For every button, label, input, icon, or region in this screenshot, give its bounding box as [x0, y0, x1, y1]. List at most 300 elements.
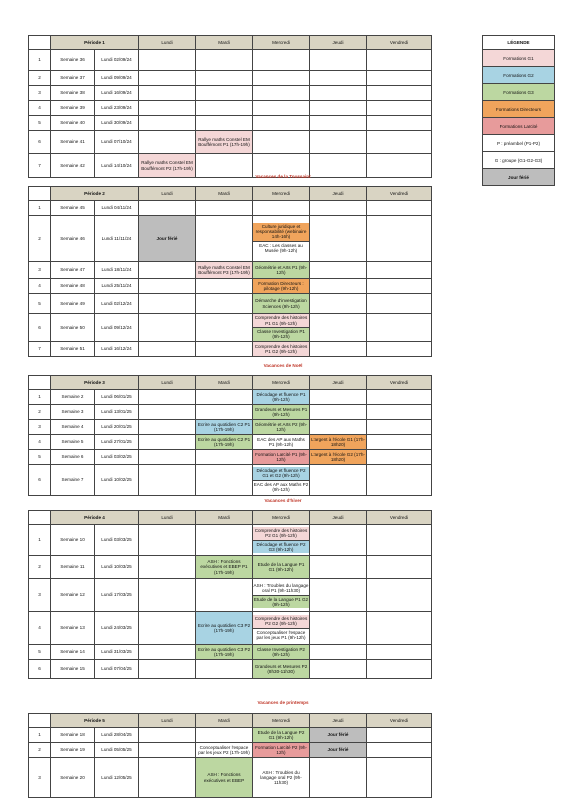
day-cell-mardi	[196, 101, 253, 116]
day-cell-vendredi	[367, 262, 432, 279]
day-cell-lundi	[139, 612, 196, 645]
day-header-mardi: Mardi	[196, 714, 253, 728]
week-date: Lundi 07/04/25	[95, 660, 139, 679]
week-num: 5	[29, 294, 51, 314]
day-cell-jeudi	[310, 728, 367, 743]
day-cell-vendredi	[367, 758, 432, 798]
day-cell-vendredi	[367, 131, 432, 154]
legend-item: Formations G2	[483, 67, 555, 84]
day-cell-lundi	[139, 314, 196, 342]
day-cell-mardi	[196, 743, 253, 758]
training-event: ASH : Fonctions exécutives et EBEP P1 (17h-19h)	[200, 559, 248, 575]
training-event: Jour férié	[327, 747, 349, 753]
week-row	[29, 465, 432, 496]
day-cell-mardi	[196, 50, 253, 71]
training-event: Comprendre des histoires P2 G2 (9h-12h)	[254, 615, 308, 627]
week-row	[29, 728, 432, 743]
day-cell-mardi	[196, 612, 253, 645]
training-event: Ecrire au quotidien C2 P1 (17h-19h)	[197, 421, 251, 432]
week-num: 4	[29, 101, 51, 116]
day-cell-mardi	[196, 390, 253, 405]
day-header-vendredi: Vendredi	[367, 36, 432, 50]
day-cell-vendredi	[367, 525, 432, 556]
day-cell-lundi	[139, 465, 196, 496]
day-cell-vendredi	[367, 216, 432, 262]
day-cell-mardi	[196, 201, 253, 216]
day-cell-lundi	[139, 743, 196, 758]
header-blank	[29, 36, 51, 50]
period-table	[28, 713, 432, 798]
day-cell-vendredi	[367, 728, 432, 743]
week-week: Semaine 42	[51, 154, 95, 178]
week-week: Semaine 40	[51, 116, 95, 131]
period-title: Période 5	[51, 714, 139, 728]
day-cell-mercredi	[253, 116, 310, 131]
week-num: 2	[29, 743, 51, 758]
day-cell-mardi	[196, 435, 253, 450]
day-cell-lundi	[139, 758, 196, 798]
week-week: Semaine 39	[51, 101, 95, 116]
week-date: Lundi 16/09/24	[95, 86, 139, 101]
training-event: Classe Investigation P1 (9h-12h)	[253, 327, 309, 341]
day-cell-mercredi	[253, 86, 310, 101]
week-date: Lundi 17/03/25	[95, 579, 139, 612]
legend-item: P : préambel (P1-P2)	[483, 135, 555, 152]
week-week: Semaine 11	[51, 556, 95, 579]
day-cell-mercredi	[253, 131, 310, 154]
day-cell-mardi	[196, 758, 253, 798]
period-table	[28, 35, 432, 178]
day-cell-mardi	[196, 342, 253, 357]
day-cell-mardi	[196, 556, 253, 579]
day-header-jeudi: Jeudi	[310, 187, 367, 201]
day-cell-mardi	[196, 262, 253, 279]
day-cell-jeudi	[310, 405, 367, 420]
week-week: Semaine 12	[51, 579, 95, 612]
week-row	[29, 131, 432, 154]
day-cell-vendredi	[367, 465, 432, 496]
week-week: Semaine 18	[51, 728, 95, 743]
day-cell-jeudi	[310, 216, 367, 262]
week-row	[29, 86, 432, 101]
day-cell-lundi	[139, 728, 196, 743]
week-date: Lundi 14/10/24	[95, 154, 139, 178]
week-week: Semaine 47	[51, 262, 95, 279]
day-cell-vendredi	[367, 405, 432, 420]
training-event: ASH : Troubles du langage oral P1 (9h-11h30)	[253, 582, 309, 594]
day-cell-mercredi	[253, 390, 310, 405]
day-cell-mercredi	[253, 314, 310, 342]
day-cell-jeudi	[310, 390, 367, 405]
week-row	[29, 579, 432, 612]
day-cell-mercredi	[253, 405, 310, 420]
day-cell-mercredi	[253, 201, 310, 216]
week-row	[29, 405, 432, 420]
day-header-vendredi: Vendredi	[367, 187, 432, 201]
week-num: 3	[29, 758, 51, 798]
week-date: Lundi 06/01/25	[95, 390, 139, 405]
training-event: Ecrire au quotidien C3 P2 (17h-19h)	[197, 646, 251, 657]
week-week: Semaine 49	[51, 294, 95, 314]
week-row	[29, 71, 432, 86]
legend-title: LÉGENDE	[483, 36, 555, 50]
day-cell-lundi	[139, 525, 196, 556]
day-cell-vendredi	[367, 390, 432, 405]
day-cell-mercredi	[253, 728, 310, 743]
day-cell-jeudi	[310, 435, 367, 450]
week-num: 5	[29, 450, 51, 465]
training-event: Ecrire au quotidien C3 P2 (17h-19h)	[197, 622, 251, 633]
day-cell-jeudi	[310, 420, 367, 435]
day-cell-vendredi	[367, 314, 432, 342]
training-event: Comprendre des histoires P1 G1 (9h-12h)	[254, 315, 308, 326]
week-date: Lundi 02/12/24	[95, 294, 139, 314]
week-date: Lundi 12/05/25	[95, 758, 139, 798]
day-header-mercredi: Mercredi	[253, 376, 310, 390]
day-cell-vendredi	[367, 86, 432, 101]
week-week: Semaine 19	[51, 743, 95, 758]
week-week: Semaine 45	[51, 201, 95, 216]
week-week: Semaine 46	[51, 216, 95, 262]
week-num: 1	[29, 525, 51, 556]
training-event: Géométrie et Arts P1 (9h-12h)	[254, 264, 308, 275]
day-cell-mercredi	[253, 743, 310, 758]
day-cell-jeudi	[310, 131, 367, 154]
day-cell-mercredi	[253, 101, 310, 116]
period-title: Période 2	[51, 187, 139, 201]
day-header-mercredi: Mercredi	[253, 511, 310, 525]
training-event: Jour férié	[327, 732, 349, 738]
week-row	[29, 645, 432, 660]
day-cell-lundi	[139, 450, 196, 465]
week-num: 7	[29, 342, 51, 357]
training-event: Décodage et fluence P1 (9h-12h)	[256, 391, 306, 402]
day-cell-lundi	[139, 405, 196, 420]
training-event: Grandeurs et Mesures P2 (8h30-11h30)	[254, 663, 308, 674]
training-event: Rallye maths Constel EM Bouffémont P2 (17h-19h)	[141, 160, 193, 171]
legend-item: Jour férié	[483, 169, 555, 186]
period-title: Période 4	[51, 511, 139, 525]
week-date: Lundi 13/01/25	[95, 405, 139, 420]
day-cell-jeudi	[310, 556, 367, 579]
week-date: Lundi 31/03/25	[95, 645, 139, 660]
day-header-lundi: Lundi	[139, 511, 196, 525]
day-cell-mardi	[196, 279, 253, 294]
vacation-label: Vacances de la Toussaint	[255, 174, 311, 179]
day-cell-mardi	[196, 86, 253, 101]
training-event: Décodage et fluence P2 G3 (9h-12h)	[253, 540, 309, 554]
week-row	[29, 450, 432, 465]
training-event: EAC des AP aux Maths P1 (9h-12h)	[257, 436, 305, 447]
day-cell-mercredi	[253, 435, 310, 450]
day-cell-jeudi	[310, 579, 367, 612]
day-cell-vendredi	[367, 743, 432, 758]
day-cell-vendredi	[367, 612, 432, 645]
week-num: 6	[29, 131, 51, 154]
week-date: Lundi 05/05/25	[95, 743, 139, 758]
day-header-mardi: Mardi	[196, 376, 253, 390]
week-date: Lundi 20/01/25	[95, 420, 139, 435]
day-header-vendredi: Vendredi	[367, 376, 432, 390]
day-cell-jeudi	[310, 743, 367, 758]
legend-item: Formations G3	[483, 84, 555, 101]
day-cell-lundi	[139, 262, 196, 279]
training-event: Formation Laïcité P2 (9h-12h)	[255, 744, 307, 755]
period-table	[28, 510, 432, 679]
training-event: EAC des AP aux Maths P2 (9h-12h)	[253, 481, 309, 492]
training-event: Classe Investigation P2 (9h-12h)	[256, 646, 305, 657]
day-cell-mercredi	[253, 612, 310, 645]
week-row	[29, 420, 432, 435]
day-header-mardi: Mardi	[196, 36, 253, 50]
training-event: L'argent à l'école G1 (17h-18h20)	[311, 436, 365, 447]
day-cell-jeudi	[310, 314, 367, 342]
day-cell-lundi	[139, 556, 196, 579]
week-week: Semaine 51	[51, 342, 95, 357]
training-event: ASH : Troubles du langage oral P2 (9h-11h30)	[260, 769, 302, 786]
vacation-label: Vacances de printemps	[257, 700, 309, 705]
day-cell-lundi	[139, 342, 196, 357]
day-cell-jeudi	[310, 50, 367, 71]
week-row	[29, 342, 432, 357]
day-cell-lundi	[139, 279, 196, 294]
day-cell-lundi	[139, 390, 196, 405]
day-cell-mardi	[196, 116, 253, 131]
legend-item: Formations Laïcité	[483, 118, 555, 135]
day-cell-mercredi	[253, 50, 310, 71]
day-header-jeudi: Jeudi	[310, 511, 367, 525]
day-cell-mardi	[196, 216, 253, 262]
week-date: Lundi 09/09/24	[95, 71, 139, 86]
day-cell-vendredi	[367, 435, 432, 450]
day-header-mercredi: Mercredi	[253, 714, 310, 728]
day-cell-lundi	[139, 71, 196, 86]
day-cell-jeudi	[310, 71, 367, 86]
day-cell-vendredi	[367, 660, 432, 679]
day-cell-jeudi	[310, 262, 367, 279]
legend-table	[482, 35, 555, 186]
day-cell-vendredi	[367, 101, 432, 116]
day-cell-vendredi	[367, 420, 432, 435]
week-week: Semaine 48	[51, 279, 95, 294]
week-num: 1	[29, 728, 51, 743]
day-cell-jeudi	[310, 465, 367, 496]
week-num: 1	[29, 50, 51, 71]
training-event: Ecrire au quotidien C2 P1 (17h-19h)	[197, 436, 251, 447]
training-event: Rallye maths Constel EM Bouffémont P3 (17h-19h)	[198, 264, 250, 275]
week-row	[29, 743, 432, 758]
week-date: Lundi 27/01/25	[95, 435, 139, 450]
week-week: Semaine 13	[51, 612, 95, 645]
week-num: 3	[29, 420, 51, 435]
day-cell-jeudi	[310, 101, 367, 116]
legend-item: G : groupe (G1-G2-G3)	[483, 152, 555, 169]
day-header-mardi: Mardi	[196, 187, 253, 201]
week-num: 4	[29, 612, 51, 645]
header-blank	[29, 511, 51, 525]
day-cell-jeudi	[310, 450, 367, 465]
day-cell-jeudi	[310, 201, 367, 216]
training-event: ASH : Fonctions exécutives et EBEP	[203, 772, 245, 783]
day-header-lundi: Lundi	[139, 714, 196, 728]
day-cell-lundi	[139, 579, 196, 612]
day-cell-lundi	[139, 645, 196, 660]
week-row	[29, 612, 432, 645]
day-cell-lundi	[139, 116, 196, 131]
header-blank	[29, 376, 51, 390]
training-event: Conceptualiser l'espace par les jeux P2 (17h-19h)	[198, 744, 250, 755]
week-week: Semaine 41	[51, 131, 95, 154]
week-week: Semaine 20	[51, 758, 95, 798]
week-row	[29, 758, 432, 798]
week-date: Lundi 24/03/25	[95, 612, 139, 645]
day-header-jeudi: Jeudi	[310, 714, 367, 728]
day-cell-vendredi	[367, 556, 432, 579]
vacation-label: Vacances d'hiver	[264, 498, 302, 503]
day-cell-mardi	[196, 294, 253, 314]
day-cell-mercredi	[253, 450, 310, 465]
training-event: Formation Directeurs : pilotage (9h-12h)	[258, 280, 304, 291]
day-cell-vendredi	[367, 450, 432, 465]
day-cell-mercredi	[253, 420, 310, 435]
day-cell-mercredi	[253, 579, 310, 612]
week-num: 3	[29, 579, 51, 612]
day-cell-mercredi	[253, 525, 310, 556]
week-num: 2	[29, 405, 51, 420]
week-row	[29, 294, 432, 314]
day-cell-lundi	[139, 50, 196, 71]
day-cell-mercredi	[253, 465, 310, 496]
day-cell-jeudi	[310, 86, 367, 101]
day-cell-mercredi	[253, 660, 310, 679]
day-cell-mercredi	[253, 645, 310, 660]
day-cell-mardi	[196, 645, 253, 660]
week-num: 2	[29, 556, 51, 579]
day-cell-mardi	[196, 405, 253, 420]
training-event: Jour férié	[156, 235, 178, 241]
week-date: Lundi 11/11/24	[95, 216, 139, 262]
week-date: Lundi 02/09/24	[95, 50, 139, 71]
training-event: Conceptualiser l'espace par les jeux P1 (9h-12h)	[253, 628, 309, 642]
day-header-mardi: Mardi	[196, 511, 253, 525]
day-cell-mardi	[196, 314, 253, 342]
week-num: 6	[29, 660, 51, 679]
day-cell-mardi	[196, 660, 253, 679]
day-header-mercredi: Mercredi	[253, 36, 310, 50]
week-week: Semaine 50	[51, 314, 95, 342]
period-title: Période 3	[51, 376, 139, 390]
day-cell-mardi	[196, 450, 253, 465]
week-num: 3	[29, 262, 51, 279]
day-cell-mardi	[196, 525, 253, 556]
header-blank	[29, 187, 51, 201]
week-date: Lundi 10/03/25	[95, 556, 139, 579]
week-num: 4	[29, 279, 51, 294]
day-cell-jeudi	[310, 758, 367, 798]
week-date: Lundi 10/02/25	[95, 465, 139, 496]
day-cell-vendredi	[367, 342, 432, 357]
week-row	[29, 279, 432, 294]
day-cell-lundi	[139, 86, 196, 101]
day-cell-mercredi	[253, 294, 310, 314]
week-date: Lundi 04/11/24	[95, 201, 139, 216]
period-table	[28, 375, 432, 496]
day-cell-mercredi	[253, 216, 310, 262]
day-cell-mardi	[196, 579, 253, 612]
day-header-vendredi: Vendredi	[367, 714, 432, 728]
week-num: 1	[29, 201, 51, 216]
day-cell-jeudi	[310, 660, 367, 679]
day-cell-vendredi	[367, 579, 432, 612]
day-cell-vendredi	[367, 645, 432, 660]
day-cell-lundi	[139, 216, 196, 262]
week-date: Lundi 30/09/24	[95, 116, 139, 131]
week-date: Lundi 07/10/24	[95, 131, 139, 154]
day-cell-mercredi	[253, 262, 310, 279]
week-num: 2	[29, 71, 51, 86]
week-num: 7	[29, 154, 51, 178]
week-week: Semaine 3	[51, 405, 95, 420]
day-cell-jeudi	[310, 279, 367, 294]
week-date: Lundi 23/09/24	[95, 101, 139, 116]
week-row	[29, 201, 432, 216]
week-date: Lundi 28/04/25	[95, 728, 139, 743]
week-row	[29, 50, 432, 71]
day-cell-jeudi	[310, 525, 367, 556]
day-cell-jeudi	[310, 342, 367, 357]
training-event: Démarche d'investigation Sciences (9h-12h)	[255, 298, 307, 309]
day-cell-lundi	[139, 660, 196, 679]
day-cell-jeudi	[310, 116, 367, 131]
week-date: Lundi 16/12/24	[95, 342, 139, 357]
week-date: Lundi 09/12/24	[95, 314, 139, 342]
training-event: Comprendre des histoires P1 G2 (9h-12h)	[254, 343, 308, 354]
day-cell-jeudi	[310, 645, 367, 660]
day-cell-mardi	[196, 465, 253, 496]
day-cell-vendredi	[367, 116, 432, 131]
day-cell-mercredi	[253, 342, 310, 357]
week-row	[29, 314, 432, 342]
legend-item: Formations G1	[483, 50, 555, 67]
day-cell-jeudi	[310, 612, 367, 645]
week-week: Semaine 36	[51, 50, 95, 71]
week-num: 5	[29, 645, 51, 660]
day-cell-lundi	[139, 294, 196, 314]
day-cell-mercredi	[253, 71, 310, 86]
day-cell-mardi	[196, 420, 253, 435]
week-num: 6	[29, 465, 51, 496]
training-event: Grandeurs et Mesures P1 (9h-12h)	[254, 406, 308, 417]
week-date: Lundi 03/02/25	[95, 450, 139, 465]
week-row	[29, 525, 432, 556]
week-date: Lundi 03/03/25	[95, 525, 139, 556]
day-header-mercredi: Mercredi	[253, 187, 310, 201]
day-cell-mardi	[196, 728, 253, 743]
day-header-lundi: Lundi	[139, 36, 196, 50]
training-event: Géométrie et Arts P2 (9h-12h)	[254, 421, 308, 432]
week-num: 5	[29, 116, 51, 131]
week-row	[29, 660, 432, 679]
week-week: Semaine 14	[51, 645, 95, 660]
week-row	[29, 101, 432, 116]
week-row	[29, 556, 432, 579]
training-event: Formation Laïcité P1 (9h-12h)	[255, 451, 307, 462]
training-event: Culture juridique et responsabilité (webinaire 14h-16h)	[253, 223, 309, 241]
week-week: Semaine 38	[51, 86, 95, 101]
training-event: Comprendre des histoires P2 G1 (9h-12h)	[254, 527, 308, 539]
week-week: Semaine 5	[51, 435, 95, 450]
week-week: Semaine 4	[51, 420, 95, 435]
